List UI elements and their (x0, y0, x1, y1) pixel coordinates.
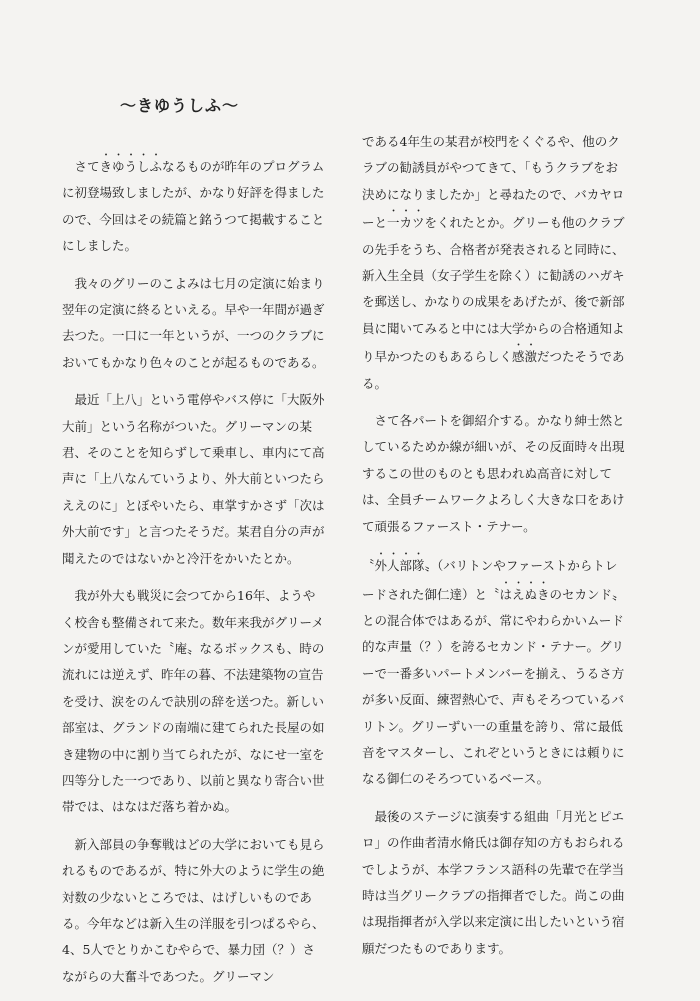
left-column (62, 152, 327, 1001)
emphasis-text: はえぬき (499, 586, 550, 602)
emphasis-text: 感激 (512, 349, 538, 365)
text-run: 〟（バリトンやファーストからトレードされた御仁達）と〝 (362, 558, 618, 602)
text-run: をくれたとか。グリーも他のクラブの先手をうち、合格者が発表されると同時に、新入生全員（女子学生を除く）に勧誘のハガキを郵送し、かなりの成果をあげたが、後で新部員に聞いてみると中には大学からの合格通知より早かつたのもあるらしく (362, 215, 625, 365)
paragraph: さて各パートを御紹介する。かなり紳士然としているためか線が細いが、その反面時々出現するこの世のものとも思われぬ高音に対しては、全員チームワークよろしく大きな口をあけて頑張るファースト・テナー。 (362, 413, 625, 534)
text-run: である4年生の某君が校門をくぐるや、他のクラブの勧誘員がやつてきて、「もうクラブをお決めになりましたか」と尋ねたので、バカヤローと (362, 134, 625, 231)
paragraph: 最後のステージに演奏する組曲「月光とピエロ」の作曲者清水脩氏は御存知の方もおられるでしようが、本学フランス語科の先輩で在学当時は当グリークラブの指揮者でした。尚この曲は現指揮者が入学以来定演に出したいという宿願だつたものであります。 (362, 808, 625, 956)
paragraph (62, 152, 327, 260)
text-run: 〝 (362, 558, 375, 574)
text-run: だつたそうである。 (362, 349, 625, 391)
emphasis-text: 一カツ (387, 215, 425, 231)
page-title: ～きゆうしふ～ (120, 96, 240, 115)
emphasis-text: きゆうしふ (99, 159, 163, 174)
paragraph (362, 129, 627, 397)
text-run: さて (74, 159, 100, 174)
paragraph: 新入部員の争奪戦はどの大学においても見られるものであるが、特に外大のように学生の絶対数の少ないところでは、はげしいものである。今年などは新入生の洋服を引つぱるやら、4、5人でとりかこむやらで、暴力団（？）さながらの大奮斗であつた。グリーマン (62, 836, 325, 984)
emphasis-text: 外人部隊 (374, 558, 425, 574)
paragraph: 最近「上八」という電停やバス停に「大阪外大前」という名称がついた。グリーマンの某君、そのことを知らずして乗車し、車内にて高声に「上八なんていうより、外大前といつたらええのに」とぼやいたら、車掌すかさず「次は外大前です」と言つたそうだ。某君自分の声が聞えたのではないかと冷汗をかいたとか。 (62, 392, 325, 566)
paragraph (362, 551, 627, 793)
text-run: なるものが昨年のプログラムに初登場致しましたが、かなり好評を得ましたので、今回はその続篇と銘うつて掲載することにしました。 (62, 159, 325, 254)
text-run: のセカンド〟との混合体ではあるが、常にやわらかいムード的な声量（？）を誇るセカンド・テナー。グリーで一番多いパートメンバーを揃え、うるさ方が多い反面、練習熱心で、声もそろつているバリトン。グリーずい一の重量を誇り、常に最低音をマスターし、これぞというときには頼りになる御仁のそろつているベース。 (362, 586, 625, 787)
paragraph: 我が外大も戦災に会つてから16年、ようやく校舎も整備されて来た。数年来我がグリーメンが愛用していた〝庵〟なるボックスも、時の流れには逆えず、昨年の暮、不法建築物の宣告を受け、涙をのんで訣別の辞を送つた。新しい部室は、グランドの南端に建てられた長屋の如き建物の中に割り当てられたが、なにせ一室を四等分した一つであり、以前と異なり寄合い世帯では、はなはだ落ち着かぬ。 (62, 588, 325, 815)
paragraph: 我々のグリーのこよみは七月の定演に始まり翌年の定演に終るといえる。早や一年間が過ぎ去つた。一口に一年というが、一つのクラブにおいてもかなり色々のことが起るものである。 (62, 275, 325, 370)
right-column (362, 129, 627, 973)
